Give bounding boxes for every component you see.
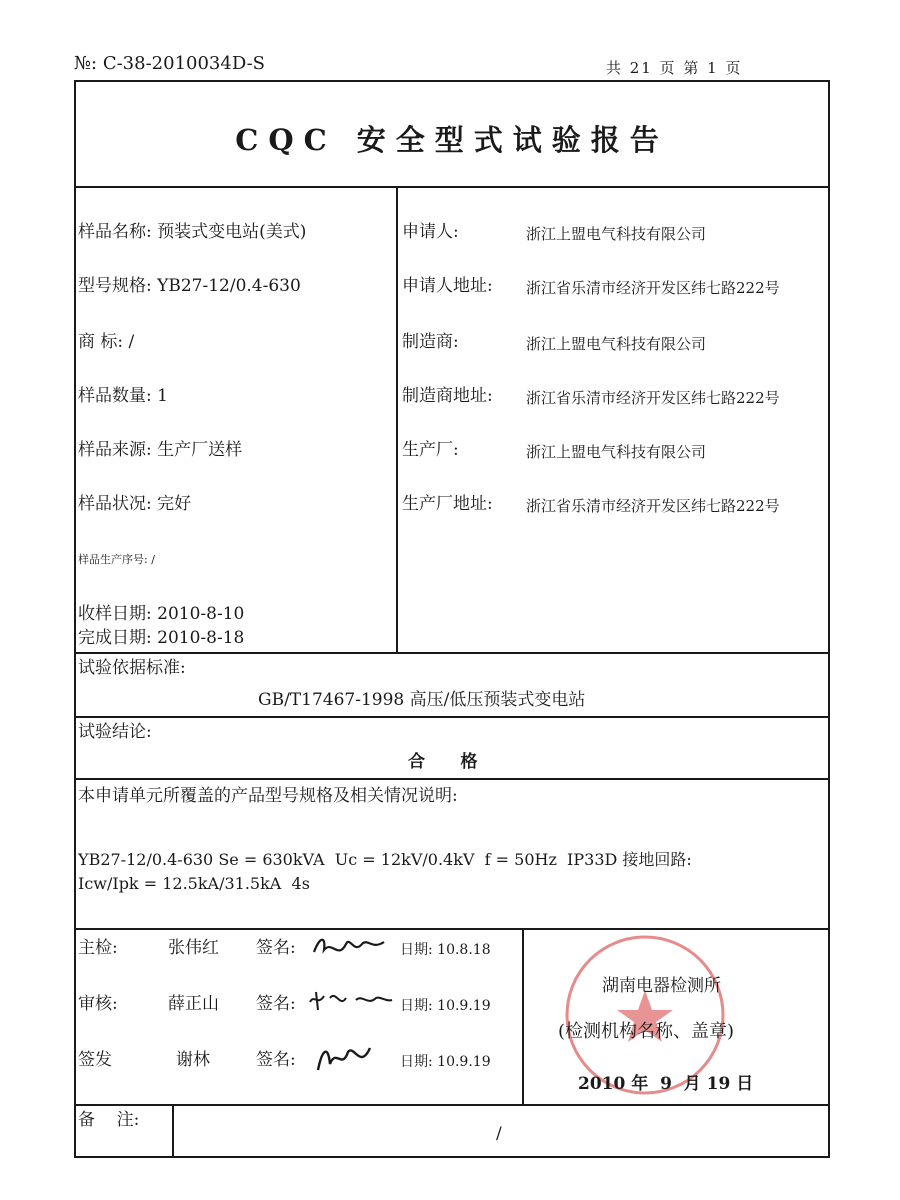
frame-left — [74, 80, 76, 1158]
sample-source: 样品来源: 生产厂送样 — [78, 440, 243, 460]
inspector-role: 主检: — [78, 938, 118, 958]
frame-top — [74, 80, 830, 82]
reviewer-sign-label: 签名: — [256, 994, 296, 1014]
reviewer-signature — [306, 986, 396, 1016]
maker-value: 浙江上盟电气科技有限公司 — [526, 335, 707, 353]
applicant-label: 申请人: — [402, 222, 459, 242]
factory-address-label: 生产厂地址: — [402, 494, 493, 514]
description-label: 本申请单元所覆盖的产品型号规格及相关情况说明: — [78, 786, 458, 806]
factory-label: 生产厂: — [402, 440, 459, 460]
divider-conclusion — [74, 716, 830, 718]
frame-bottom — [74, 1156, 830, 1158]
stamp-org: 湖南电器检测所 — [602, 976, 721, 996]
factory-value: 浙江上盟电气科技有限公司 — [526, 443, 707, 461]
approver-date: 日期: 10.9.19 — [400, 1054, 491, 1070]
sample-completed-date: 完成日期: 2010-8-18 — [78, 628, 245, 648]
conclusion-label: 试验结论: — [78, 722, 152, 742]
report-number: №: C-38-2010034D-S — [74, 53, 266, 74]
inspector-sign-label: 签名: — [256, 938, 296, 958]
maker-label: 制造商: — [402, 332, 459, 352]
standard-value: GB/T17467-1998 高压/低压预装式变电站 — [258, 690, 586, 710]
divider-remarks-label — [172, 1104, 174, 1158]
sample-received-date: 收样日期: 2010-8-10 — [78, 604, 245, 624]
reviewer-date: 日期: 10.9.19 — [400, 998, 491, 1014]
factory-address-value: 浙江省乐清市经济开发区纬七路222号 — [526, 497, 780, 515]
applicant-address-label: 申请人地址: — [402, 276, 493, 296]
stamp-date: 2010 年 9 月 19 日 — [578, 1074, 754, 1094]
report-title: CQC 安全型式试验报告 — [235, 123, 669, 157]
approver-signature — [312, 1040, 382, 1076]
divider-description — [74, 778, 830, 780]
inspector-signature — [310, 930, 390, 964]
approver-name: 谢林 — [176, 1050, 210, 1070]
sample-condition: 样品状况: 完好 — [78, 494, 192, 514]
description-line-1: YB27-12/0.4-630 Se = 630kVA Uc = 12kV/0.4kV f = 50Hz IP33D 接地回路: — [78, 850, 692, 869]
sample-serial: 样品生产序号: / — [78, 553, 155, 566]
divider-remarks — [74, 1104, 830, 1106]
sample-model: 型号规格: YB27-12/0.4-630 — [78, 276, 301, 296]
reviewer-name: 薛正山 — [168, 994, 219, 1014]
frame-right — [828, 80, 830, 1158]
page-info: 共 21 页 第 1 页 — [606, 59, 743, 77]
applicant-value: 浙江上盟电气科技有限公司 — [526, 225, 707, 243]
remarks-value: / — [496, 1124, 502, 1144]
remarks-label: 备 注: — [78, 1110, 140, 1130]
maker-address-value: 浙江省乐清市经济开发区纬七路222号 — [526, 389, 780, 407]
standard-label: 试验依据标准: — [78, 658, 186, 678]
divider-middle — [396, 186, 398, 652]
applicant-address-value: 浙江省乐清市经济开发区纬七路222号 — [526, 279, 780, 297]
maker-address-label: 制造商地址: — [402, 386, 493, 406]
description-line-2: Icw/Ipk = 12.5kA/31.5kA 4s — [78, 874, 310, 893]
divider-title — [74, 186, 830, 188]
sample-name: 样品名称: 预装式变电站(美式) — [78, 222, 307, 242]
divider-standard — [74, 652, 830, 654]
sample-trademark: 商 标: / — [78, 332, 135, 352]
divider-stamp-box — [522, 928, 524, 1104]
sample-quantity: 样品数量: 1 — [78, 386, 168, 406]
approver-role: 签发 — [78, 1050, 112, 1070]
reviewer-role: 审核: — [78, 994, 118, 1014]
inspector-date: 日期: 10.8.18 — [400, 942, 491, 958]
stamp-note: (检测机构名称、盖章) — [558, 1021, 735, 1042]
inspector-name: 张伟红 — [168, 938, 219, 958]
conclusion-value: 合 格 — [408, 752, 478, 772]
approver-sign-label: 签名: — [256, 1050, 296, 1070]
